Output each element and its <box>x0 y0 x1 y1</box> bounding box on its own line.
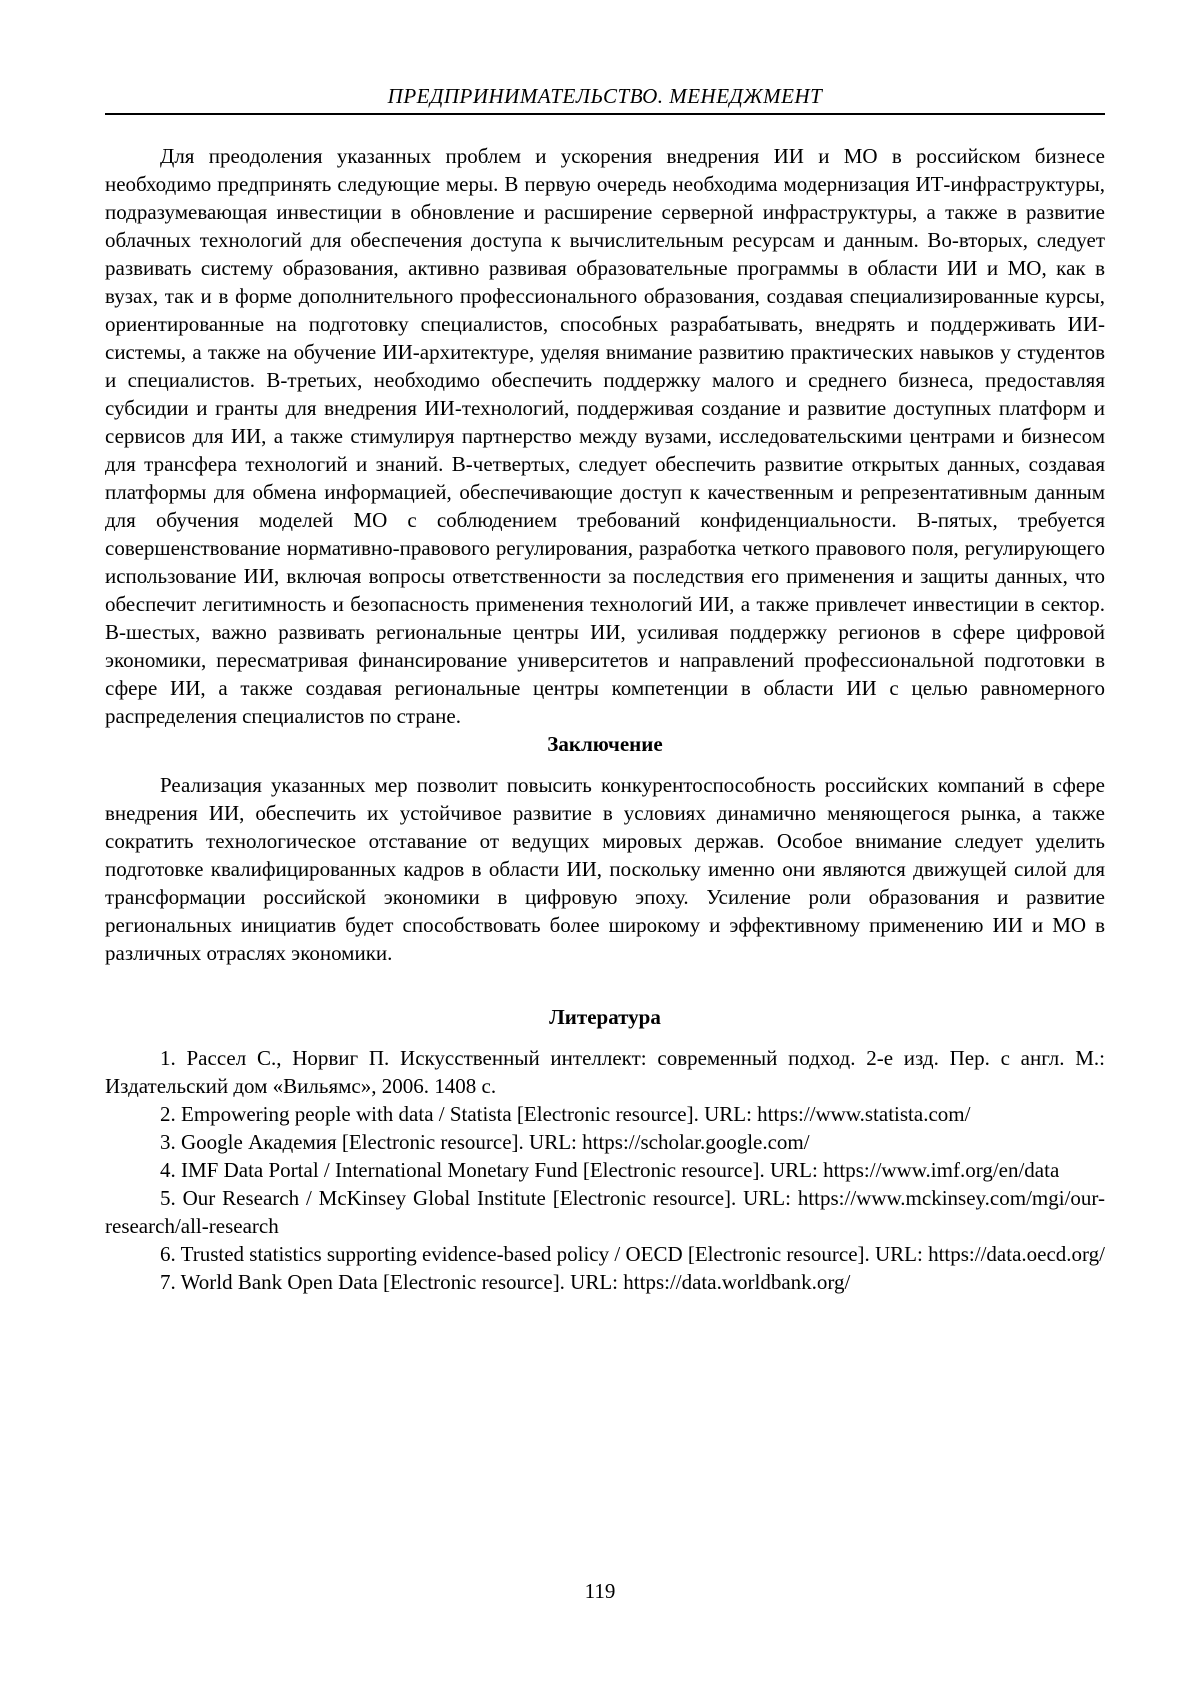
section-heading-references: Литература <box>549 1005 661 1029</box>
reference-item: 4. IMF Data Portal / International Monetary Fund [Electronic resource]. URL: https://www.imf.org/en/data <box>160 1158 1060 1182</box>
paragraph-measures: Для преодоления указанных проблем и ускорения внедрения ИИ и МО в российском бизнесе необходимо предпринять следующие меры. В первую очередь необходима модернизация ИТ-инфраструктуры, подразумевающая инвестиции в обновление и расширение серверной инфраструктуры, а также в развитие облачных технологий для обеспечения доступа к вычислительным ресурсам и данным. Во-вторых, следует развивать систему образования, активно развивая образовательные программы в области ИИ и МО, как в вузах, так и в форме дополнительного профессионального образования, создавая специализированные курсы, ориентированные на подготовку специалистов, способных разрабатывать, внедрять и поддерживать ИИ-системы, а также на обучение ИИ-архитектуре, уделяя внимание развитию практических навыков у студентов и специалистов. В-третьих, необходимо обеспечить поддержку малого и среднего бизнеса, предоставляя субсидии и гранты для внедрения ИИ-технологий, поддерживая создание и развитие доступных платформ и сервисов для ИИ, а также стимулируя партнерство между вузами, исследовательскими центрами и бизнесом для трансфера технологий и знаний. В-четвертых, следует обеспечить развитие открытых данных, создавая платформы для обмена информацией, обеспечивающие доступ к качественным и репрезентативным данным для обучения моделей МО с соблюдением требований конфиденциальности. В-пятых, требуется совершенствование нормативно-правового регулирования, разработка четкого правового поля, регулирующего использование ИИ, включая вопросы ответственности за последствия его применения и защиты данных, что обеспечит легитимность и безопасность применения технологий ИИ, а также привлечет инвестиции в сектор. В-шестых, важно развивать региональные центры ИИ, усиливая поддержку регионов в сфере цифровой экономики, пересматривая финансирование университетов и направлений профессиональной подготовки в сфере ИИ, а также создавая региональные центры компетенции в области ИИ с целью равномерного распределения специалистов по стране. <box>105 144 1105 728</box>
page-number: 119 <box>584 1579 616 1603</box>
reference-item: 5. Our Research / McKinsey Global Institute [Electronic resource]. URL: https://www.mckinsey.com/mgi/our-research/all-research <box>105 1186 1105 1238</box>
reference-list <box>105 1044 1105 1296</box>
page-content <box>105 0 1105 1296</box>
running-head: ПРЕДПРИНИМАТЕЛЬСТВО. МЕНЕДЖМЕНТ <box>387 84 823 108</box>
reference-item: 2. Empowering people with data / Statista [Electronic resource]. URL: https://www.statista.com/ <box>160 1102 971 1126</box>
header-rule <box>105 113 1105 115</box>
section-heading-conclusion: Заключение <box>547 732 663 756</box>
paragraph-conclusion: Реализация указанных мер позволит повысить конкурентоспособность российских компаний в сфере внедрения ИИ, обеспечить их устойчивое развитие в условиях динамично меняющегося рынка, а также сократить технологическое отставание от ведущих мировых держав. Особое внимание следует уделить подготовке квалифицированных кадров в области ИИ, поскольку именно они являются движущей силой для трансформации российской экономики в цифровую эпоху. Усиление роли образования и развитие региональных инициатив будет способствовать более широкому и эффективному применению ИИ и МО в различных отраслях экономики. <box>105 773 1105 965</box>
reference-item: 7. World Bank Open Data [Electronic resource]. URL: https://data.worldbank.org/ <box>160 1270 851 1294</box>
reference-item: 1. Рассел С., Норвиг П. Искусственный интеллект: современный подход. 2-е изд. Пер. с англ. М.: Издательский дом «Вильямс», 2006. 1408 с. <box>105 1046 1105 1098</box>
reference-item: 6. Trusted statistics supporting evidence-based policy / OECD [Electronic resource]. URL: https://data.oecd.org/ <box>160 1242 1105 1266</box>
reference-item: 3. Google Академия [Electronic resource]. URL: https://scholar.google.com/ <box>160 1130 810 1154</box>
article-body <box>105 142 1105 1296</box>
